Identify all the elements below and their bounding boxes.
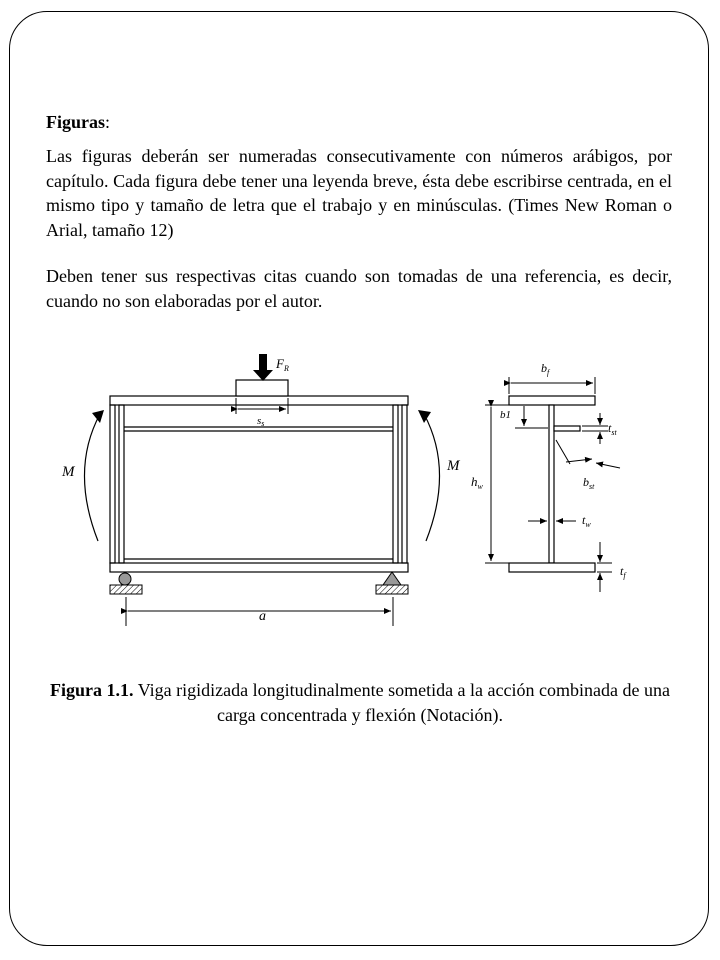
top-flange xyxy=(110,396,408,405)
stiffener-thickness-label: $t_{st}$ xyxy=(608,421,617,437)
right-end-stiffener-outer xyxy=(402,405,407,563)
flange-width-dimension xyxy=(509,377,595,394)
moment-right-arrowhead xyxy=(418,410,431,423)
section-bottom-flange xyxy=(509,563,595,572)
pin-support xyxy=(376,572,408,594)
left-end-stiffener-outer xyxy=(110,405,115,563)
flange-thickness-label: $t_f$ xyxy=(620,564,626,580)
section-web xyxy=(549,405,554,563)
span-label: a xyxy=(259,609,266,624)
stiffener-thickness-dimension xyxy=(582,413,608,444)
moment-left-arrow xyxy=(84,414,100,541)
moment-right-label: M xyxy=(447,458,460,474)
right-end-stiffener-inner xyxy=(393,405,398,563)
stiffener-position-dimension xyxy=(515,406,548,428)
web-thickness-label: $t_w$ xyxy=(582,513,591,529)
figure-caption-label: Figura 1.1. xyxy=(50,680,134,700)
flange-width-label: $b_f$ xyxy=(541,361,550,377)
moment-right-arrow xyxy=(424,414,440,541)
flange-thickness-dimension xyxy=(597,542,612,592)
paragraph-citations: Deben tener sus respectivas citas cuando son tomadas de una referencia, es decir, cuando no son elaboradas por el autor. xyxy=(46,266,672,311)
section-stiffener xyxy=(554,426,580,431)
bottom-flange xyxy=(110,563,408,572)
section-top-flange xyxy=(509,396,595,405)
roller-support xyxy=(110,573,142,594)
bearing-length-label: ss xyxy=(257,415,265,428)
load-arrow xyxy=(253,354,273,381)
paragraph-figures-rules: Las figuras deberán ser numeradas consecutivamente con números arábigos, por capítulo. Cada figura debe tener una leyenda breve, ésta debe escribirse centrada, en el mismo tipo y tamaño de letra que el trabajo y en minúsculas. (Times New Roman o Arial, tamaño 12) xyxy=(46,146,672,240)
moment-left-arrowhead xyxy=(92,410,104,423)
web-height-dimension xyxy=(485,405,548,563)
stiffener-width-label: $b_{st}$ xyxy=(583,475,595,491)
stiffener-width-dimension xyxy=(556,440,620,468)
section-heading-label: Figuras xyxy=(46,112,106,132)
moment-left-label: M xyxy=(62,464,75,480)
bearing-plate xyxy=(236,380,288,396)
stiffener-position-label: b1 xyxy=(500,409,511,421)
load-label: $F_R$ xyxy=(276,356,289,373)
figure-caption-text: Viga rigidizada longitudinalmente sometida a la acción combinada de una carga concentrada y flexión (Notación). xyxy=(133,680,670,725)
section-heading-colon: : xyxy=(105,112,111,132)
web-height-label: $h_w$ xyxy=(471,474,483,491)
left-end-stiffener-inner xyxy=(119,405,124,563)
figure-caption xyxy=(40,678,680,727)
